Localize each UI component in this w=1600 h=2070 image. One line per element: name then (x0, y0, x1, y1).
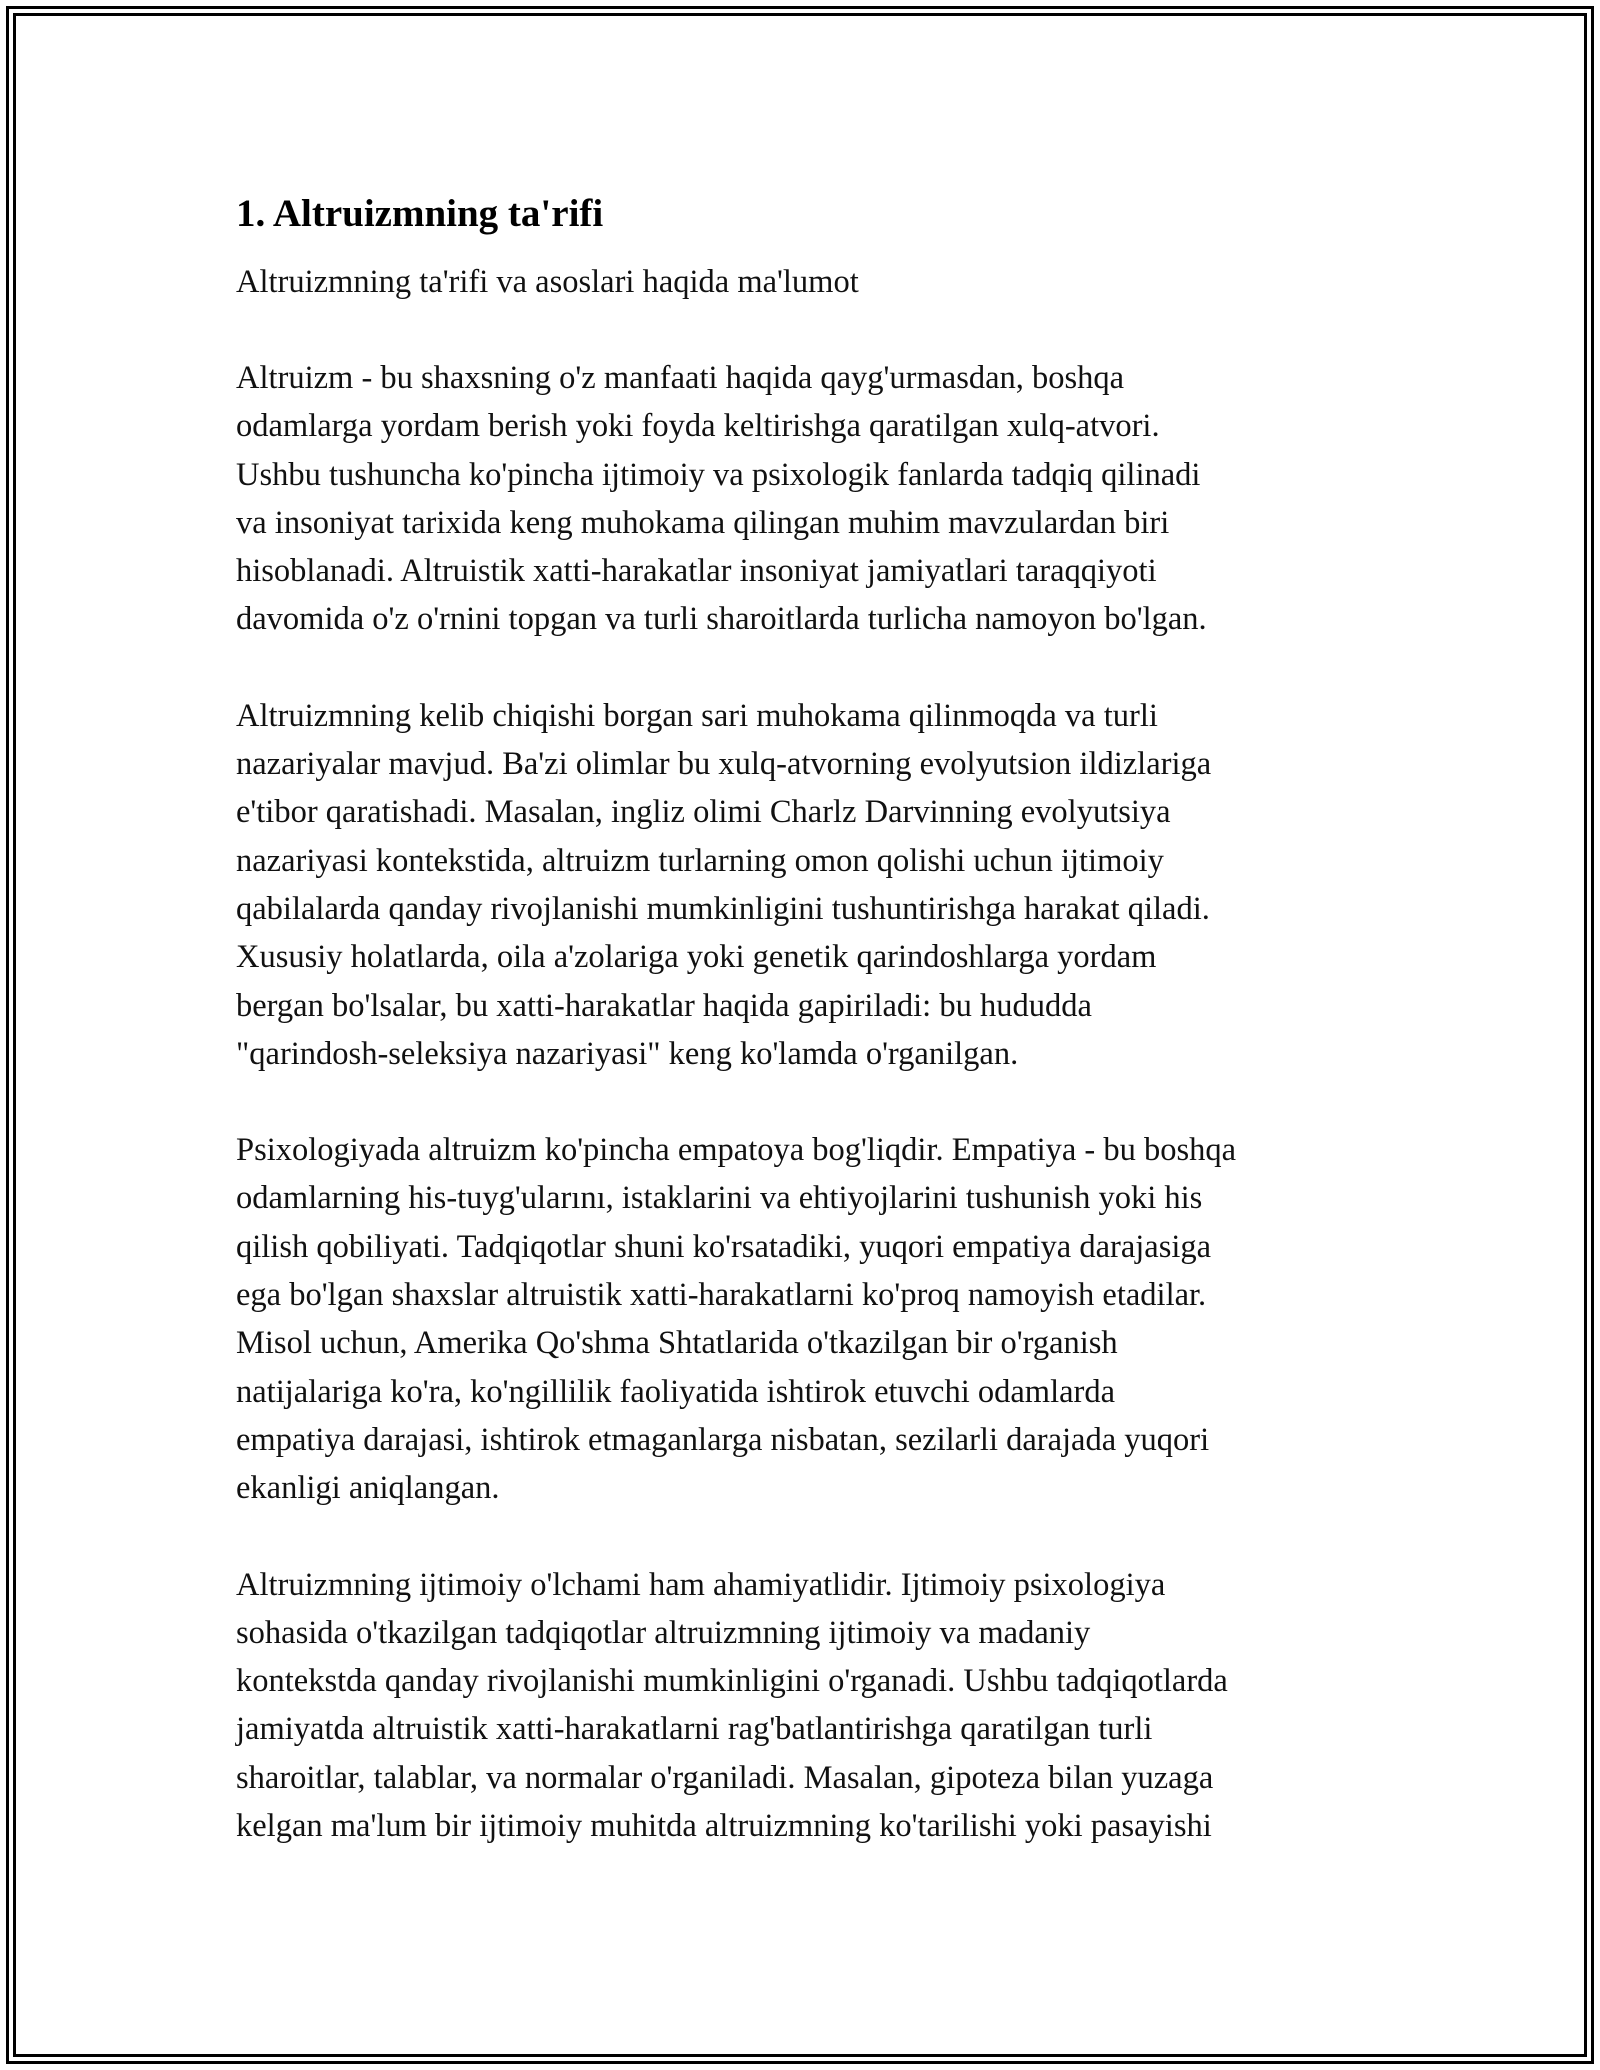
paragraph-4: Altruizmning ijtimoiy o'lchami ham ahamiyatlidir. Ijtimoiy psixologiya sohasida o'tkazilgan tadqiqotlar altruizmning ijtimoiy va madaniy kontekstda qanday rivojlanishi mumkinligini o'rganadi. Ushbu tadqiqotlarda jamiyatda altruistik xatti-harakatlarni rag'batlantirishga qaratilgan turli sharoitlar, talablar, va normalar o'rganiladi. Masalan, gipoteza bilan yuzaga kelgan ma'lum bir ijtimoiy muhitda altruizmning ko'tarilishi yoki pasayishi (236, 1566, 1228, 1845)
paragraph-2: Altruizmning kelib chiqishi borgan sari muhokama qilinmoqda va turli nazariyalar mavjud. Ba'zi olimlar bu xulq-atvorning evolyutsion ildizlariga e'tibor qaratishadi. Masalan, ingliz olimi Charlz Darvinning evolyutsiya nazariyasi kontekstida, altruizm turlarning omon qolishi uchun ijtimoiy qabilalarda qanday rivojlanishi mumkinligini tushuntirishga harakat qiladi. Xususiy holatlarda, oila a'zolariga yoki genetik qarindoshlarga yordam bergan bo'lsalar, bu xatti-harakatlar haqida gapiriladi: bu hududda "qarindosh-seleksiya nazariyasi" keng ko'lamda o'rganilgan. (236, 697, 1212, 1072)
paragraph-1: Altruizm - bu shaxsning o'z manfaati haqida qayg'urmasdan, boshqa odamlarga yordam berish yoki foyda keltirishga qaratilgan xulq-atvori. Ushbu tushuncha ko'pincha ijtimoiy va psixologik fanlarda tadqiq qilinadi va insoniyat tarixida keng muhokama qilingan muhim mavzulardan biri hisoblanadi. Altruistik xatti-harakatlar insoniyat jamiyatlari taraqqiyoti davomida o'z o'rnini topgan va turli sharoitlarda turlicha namoyon bo'lgan. (236, 360, 1207, 638)
paragraph-3: Psixologiyada altruizm ko'pincha empatoya bog'liqdir. Empatiya - bu boshqa odamlarning his-tuyg'ularını, istaklarini va ehtiyojlarini tushunish yoki his qilish qobiliyati. Tadqiqotlar shuni ko'rsatadiki, yuqori empatiya darajasiga ega bo'lgan shaxslar altruistik xatti-harakatlarni ko'proq namoyish etadilar. Misol uchun, Amerika Qo'shma Shtatlarida o'tkazilgan bir o'rganish natijalariga ko'ra, ko'ngillilik faoliyatida ishtirok etuvchi odamlarda empatiya darajasi, ishtirok etmaganlarga nisbatan, sezilarli darajada yuqori ekanligi aniqlangan. (236, 1132, 1237, 1507)
document-body (236, 188, 1386, 1850)
section-heading: 1. Altruizmning ta'rifi (236, 192, 604, 235)
section-subtitle: Altruizmning ta'rifi va asoslari haqida ma'lumot (236, 264, 859, 300)
